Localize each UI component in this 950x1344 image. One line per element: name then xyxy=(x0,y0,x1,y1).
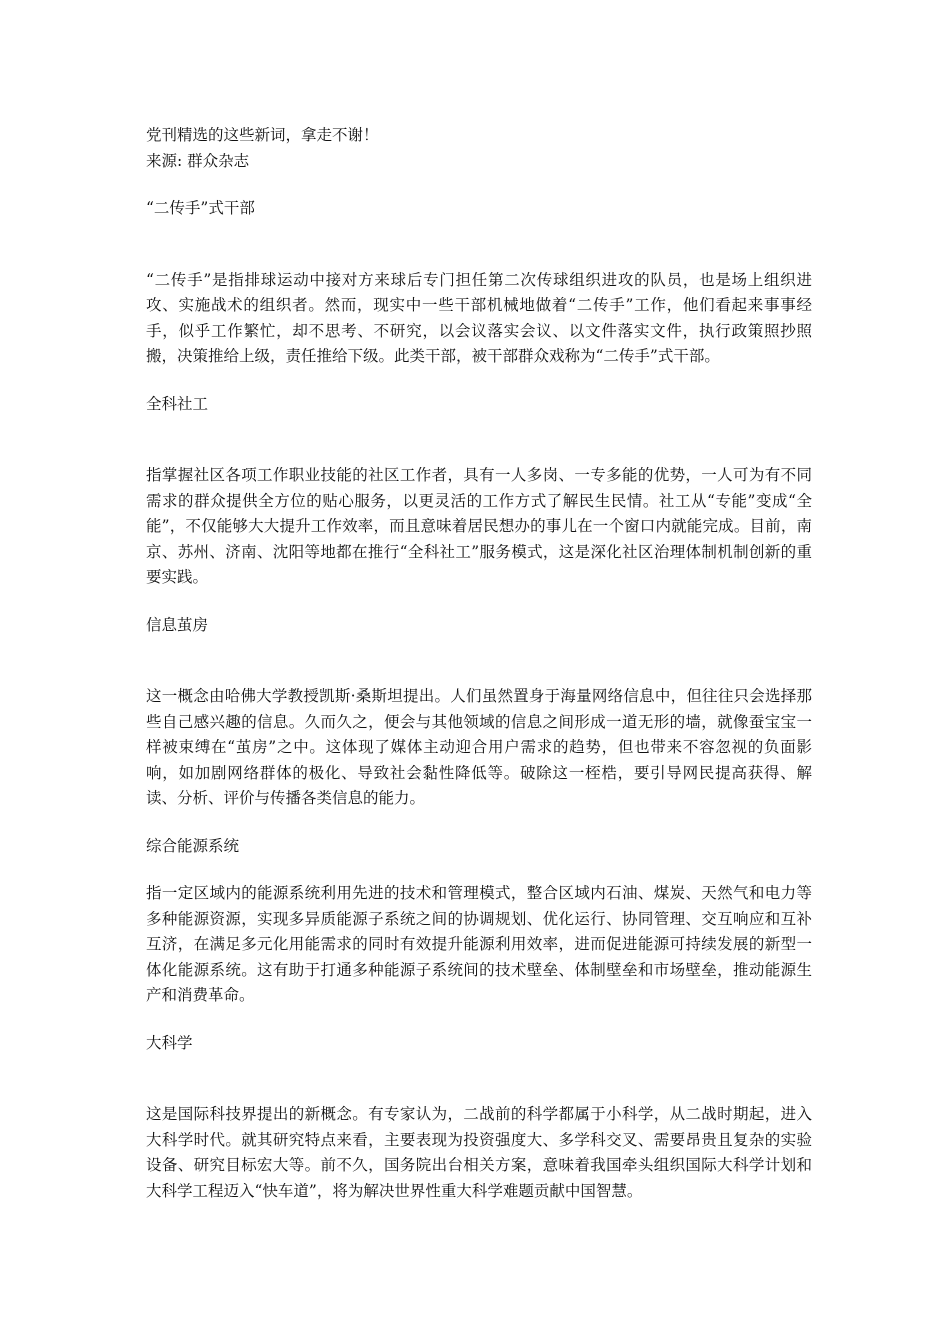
section-title-1: “二传手”式干部 xyxy=(146,199,255,217)
spacer xyxy=(146,591,812,613)
document-content xyxy=(146,123,812,1204)
spacer xyxy=(146,174,812,196)
section-title-2: 全科社工 xyxy=(146,394,209,413)
section-body-2: 指掌握社区各项工作职业技能的社区工作者，具有一人多岗、一专多能的优势，一人可为有不同需求的群众提供全方位的贴心服务，以更灵活的工作方式了解民生民情。社工从“专能”变成“全能”，不仅能够大大提升工作效率，而且意味着居民想办的事儿在一个窗口内就能完成。目前，南京、苏州、济南、沈阳等地都在推行“全科社工”服务模式，这是深化社区治理体制机制创新的重要实践。 xyxy=(146,466,812,586)
section-body-3: 这一概念由哈佛大学教授凯斯·桑斯坦提出。人们虽然置身于海量网络信息中，但往往只会选择那些自己感兴趣的信息。久而久之，便会与其他领域的信息之间形成一道无形的墙，就像蚕宝宝一样被束缚在“茧房”之中。这体现了媒体主动迎合用户需求的趋势，但也带来不容忽视的负面影响，如加剧网络群体的极化、导致社会黏性降低等。破除这一桎梏，要引导网民提高获得、解读、分析、评价与传播各类信息的能力。 xyxy=(146,687,812,807)
section-title-3: 信息茧房 xyxy=(146,615,209,634)
spacer xyxy=(146,812,812,834)
spacer xyxy=(146,370,812,392)
section-body-5: 这是国际科技界提出的新概念。有专家认为，二战前的科学都属于小科学，从二战时期起，进入大科学时代。就其研究特点来看，主要表现为投资强度大、多学科交叉、需要昂贵且复杂的实验设备、研究目标宏大等。前不久，国务院出台相关方案，意味着我国牵头组织国际大科学计划和大科学工程迈入“快车道”，将为解决世界性重大科学难题贡献中国智慧。 xyxy=(146,1105,812,1200)
section-title-5: 大科学 xyxy=(146,1033,193,1052)
spacer xyxy=(146,417,812,463)
document-headline: 党刊精选的这些新词，拿走不谢！ xyxy=(146,126,379,144)
spacer xyxy=(146,1056,812,1102)
spacer xyxy=(146,859,812,881)
section-body-4: 指一定区域内的能源系统利用先进的技术和管理模式，整合区域内石油、煤炭、天然气和电力等多种能源资源，实现多异质能源子系统之间的协调规划、优化运行、协同管理、交互响应和互补互济，在满足多元化用能需求的同时有效提升能源利用效率，进而促进能源可持续发展的新型一体化能源系统。这有助于打通多种能源子系统间的技术壁垒、体制壁垒和市场壁垒，推动能源生产和消费革命。 xyxy=(146,884,812,1004)
spacer xyxy=(146,1009,812,1031)
section-body-1: “二传手”是指排球运动中接对方来球后专门担任第二次传球组织进攻的队员，也是场上组织进攻、实施战术的组织者。然而，现实中一些干部机械地做着“二传手”工作，他们看起来事事经手，似乎工作繁忙，却不思考、不研究，以会议落实会议、以文件落实文件，执行政策照抄照搬，决策推给上级，责任推给下级。此类干部，被干部群众戏称为“二传手”式干部。 xyxy=(146,270,812,365)
section-title-4: 综合能源系统 xyxy=(146,836,240,855)
spacer xyxy=(146,638,812,684)
spacer xyxy=(146,222,812,268)
document-source: 来源: 群众杂志 xyxy=(146,151,250,170)
